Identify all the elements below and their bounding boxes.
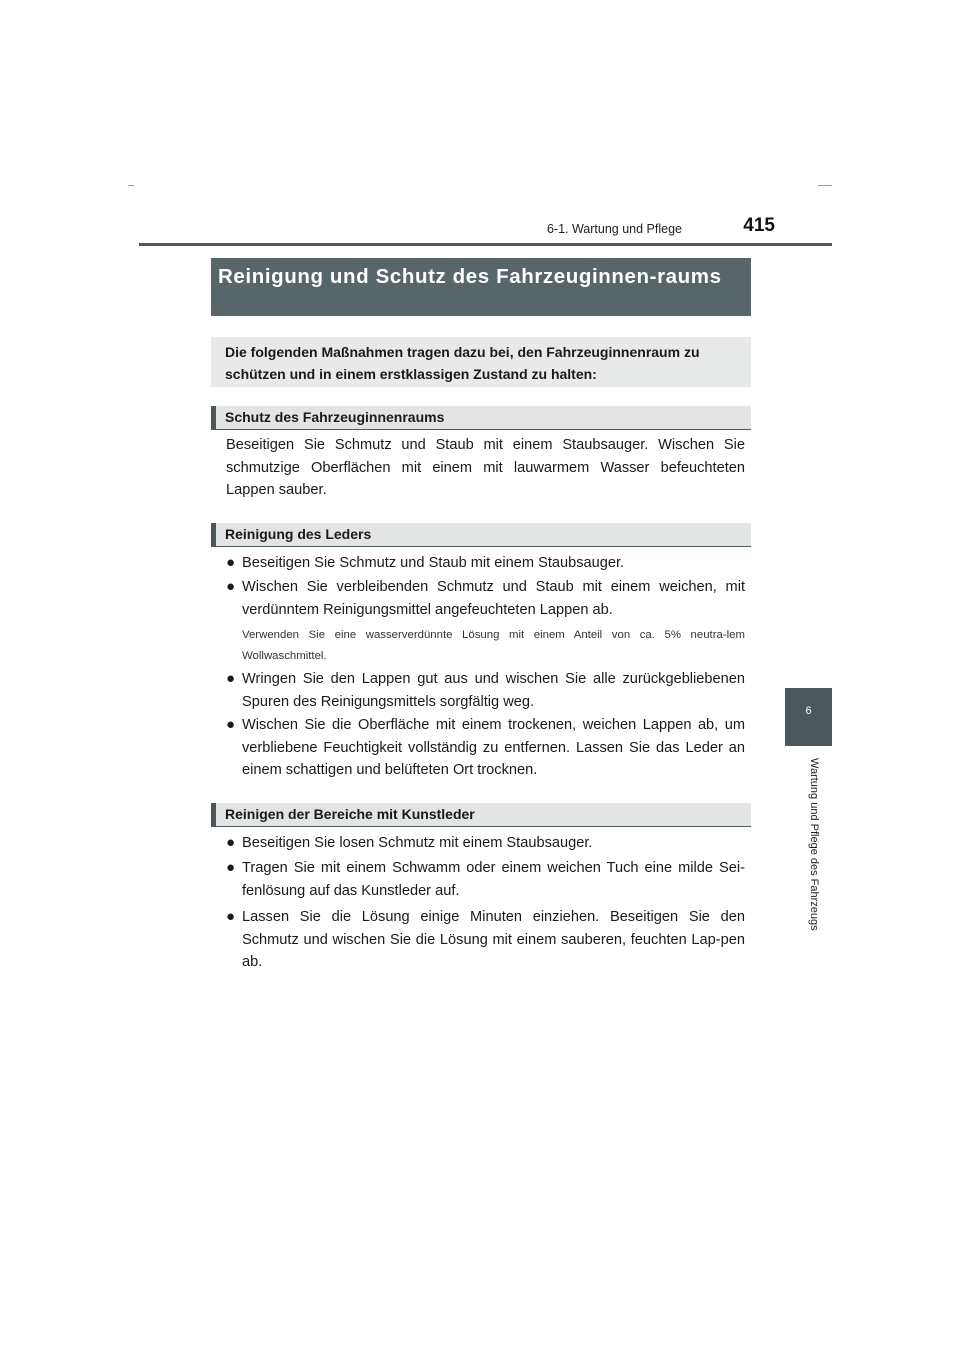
bullet-icon: ● <box>226 834 236 851</box>
list-item-text: Tragen Sie mit einem Schwamm oder einem weichen Tuch eine milde Sei-fenlösung auf das Kunstleder auf. <box>242 860 745 899</box>
crop-mark-left <box>128 185 134 186</box>
crop-mark-right <box>818 185 832 186</box>
intro-box <box>211 337 751 387</box>
page-title <box>211 258 751 316</box>
list-item <box>226 832 745 855</box>
header-section-title: 6-1. Wartung und Pflege <box>546 222 682 236</box>
note-text: Verwenden Sie eine wasserverdünnte Lösung mit einem Anteil von ca. 5% neutra-lem Wollwaschmittel. <box>242 629 745 662</box>
section-heading-interior-protection: Schutz des Fahrzeuginnenraums <box>211 406 751 430</box>
bullet-icon: ● <box>226 670 236 687</box>
list-item-text: Beseitigen Sie losen Schmutz mit einem Staubsauger. <box>242 835 593 851</box>
bullet-icon: ● <box>226 578 236 595</box>
section-heading-artificial-leather: Reinigen der Bereiche mit Kunstleder <box>211 803 751 827</box>
section-heading-leather-cleaning: Reinigung des Leders <box>211 523 751 547</box>
header-rule <box>139 243 832 246</box>
list-item-text: Beseitigen Sie Schmutz und Staub mit einem Staubsauger. <box>242 555 625 571</box>
chapter-tab <box>785 688 832 746</box>
list-item <box>226 668 745 713</box>
list-item-text: Lassen Sie die Lösung einige Minuten einziehen. Beseitigen Sie den Schmutz und wischen Sie die Lösung mit einem sauberen, feuchten Lap-pen ab. <box>242 909 745 970</box>
list-item <box>226 714 745 782</box>
page-number: 415 <box>743 215 775 236</box>
section-paragraph: Beseitigen Sie Schmutz und Staub mit einem Staubsauger. Wischen Sie schmutzige Oberflächen mit einem mit lauwarmem Wasser befeuchteten Lappen sauber. <box>226 437 745 498</box>
list-item-text: Wringen Sie den Lappen gut aus und wischen Sie alle zurückgebliebenen Spuren des Reinigungsmittels sorgfältig weg. <box>242 671 745 710</box>
list-item-text: Wischen Sie die Oberfläche mit einem trockenen, weichen Lappen ab, um verbliebene Feuchtigkeit vollständig zu entfernen. Lassen Sie das Leder an einem schattigen und belüfteten Ort trocknen. <box>242 717 745 778</box>
list-item <box>226 576 745 621</box>
bullet-icon: ● <box>226 908 236 925</box>
page-title-text: Reinigung und Schutz des Fahrzeuginnen-raums <box>218 265 722 288</box>
intro-text: Die folgenden Maßnahmen tragen dazu bei, den Fahrzeuginnenraum zu schützen und in einem erstklassigen Zustand zu halten: <box>225 344 700 382</box>
chapter-label: Wartung und Pflege des Fahrzeugs <box>808 758 820 931</box>
bullet-icon: ● <box>226 859 236 876</box>
list-item-text: Wischen Sie verbleibenden Schmutz und Staub mit einem weichen, mit verdünntem Reinigungsmittel angefeuchteten Lappen ab. <box>242 579 745 618</box>
list-item <box>226 552 745 575</box>
bullet-icon: ● <box>226 716 236 733</box>
chapter-number: 6 <box>805 705 812 717</box>
bullet-icon: ● <box>226 554 236 571</box>
list-item <box>226 906 745 974</box>
list-item <box>226 857 745 902</box>
